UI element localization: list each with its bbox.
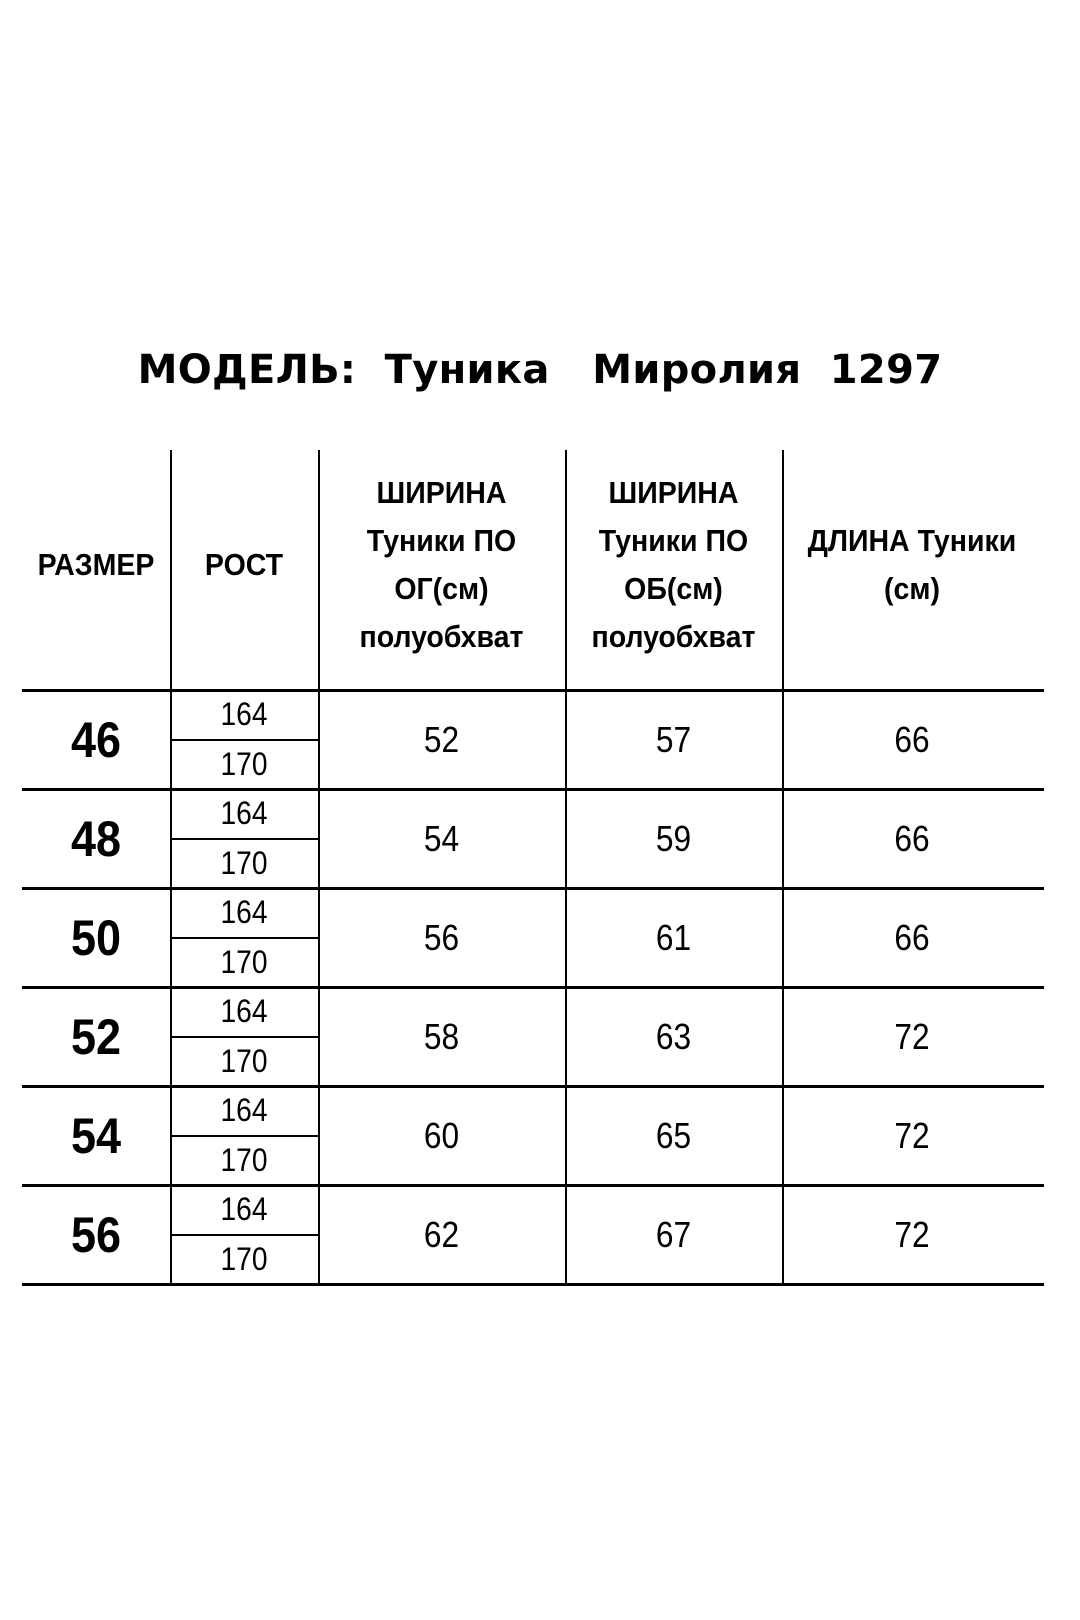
page-title: МОДЕЛЬ: Туника Миролия 1297 xyxy=(137,347,943,393)
header-length: ДЛИНА Туники (см) xyxy=(807,523,1017,606)
chest-width-cell: 56 xyxy=(423,916,460,958)
header-height: РОСТ xyxy=(204,547,284,582)
chest-width-cell: 52 xyxy=(423,718,460,760)
header-chest-width: ШИРИНА Туники ПО ОГ(см) полуобхват xyxy=(359,475,524,654)
hip-width-cell: 59 xyxy=(655,817,692,859)
size-cell: 56 xyxy=(70,1206,122,1263)
chest-width-cell: 58 xyxy=(423,1015,460,1057)
size-cell: 54 xyxy=(70,1107,122,1164)
size-cell: 46 xyxy=(70,711,122,768)
height-cell: 170 xyxy=(220,1042,268,1079)
column-divider xyxy=(318,450,320,1284)
height-cell: 170 xyxy=(220,844,268,881)
header-hip-width: ШИРИНА Туники ПО ОБ(см) полуобхват xyxy=(591,475,756,654)
column-divider xyxy=(565,450,567,1284)
hip-width-cell: 61 xyxy=(655,916,692,958)
height-cell: 170 xyxy=(220,745,268,782)
size-cell: 52 xyxy=(70,1008,122,1065)
hip-width-cell: 67 xyxy=(655,1213,692,1255)
length-cell: 66 xyxy=(894,817,930,859)
length-cell: 72 xyxy=(894,1213,930,1255)
length-cell: 66 xyxy=(894,718,930,760)
height-cell: 164 xyxy=(220,894,268,931)
chest-width-cell: 62 xyxy=(423,1213,460,1255)
height-cell: 164 xyxy=(220,993,268,1030)
chest-width-cell: 54 xyxy=(423,817,460,859)
height-cell: 164 xyxy=(220,696,268,733)
header-size: РАЗМЕР xyxy=(37,547,155,582)
column-divider xyxy=(782,450,784,1284)
height-cell: 170 xyxy=(220,943,268,980)
length-cell: 66 xyxy=(894,916,930,958)
hip-width-cell: 65 xyxy=(655,1114,692,1156)
size-cell: 50 xyxy=(70,909,122,966)
hip-width-cell: 63 xyxy=(655,1015,692,1057)
column-divider xyxy=(170,450,172,1284)
height-cell: 164 xyxy=(220,795,268,832)
hip-width-cell: 57 xyxy=(655,718,692,760)
height-cell: 170 xyxy=(220,1141,268,1178)
height-cell: 164 xyxy=(220,1191,268,1228)
size-cell: 48 xyxy=(70,810,122,867)
chest-width-cell: 60 xyxy=(423,1114,460,1156)
length-cell: 72 xyxy=(894,1015,930,1057)
length-cell: 72 xyxy=(894,1114,930,1156)
height-cell: 170 xyxy=(220,1240,268,1277)
height-cell: 164 xyxy=(220,1092,268,1129)
